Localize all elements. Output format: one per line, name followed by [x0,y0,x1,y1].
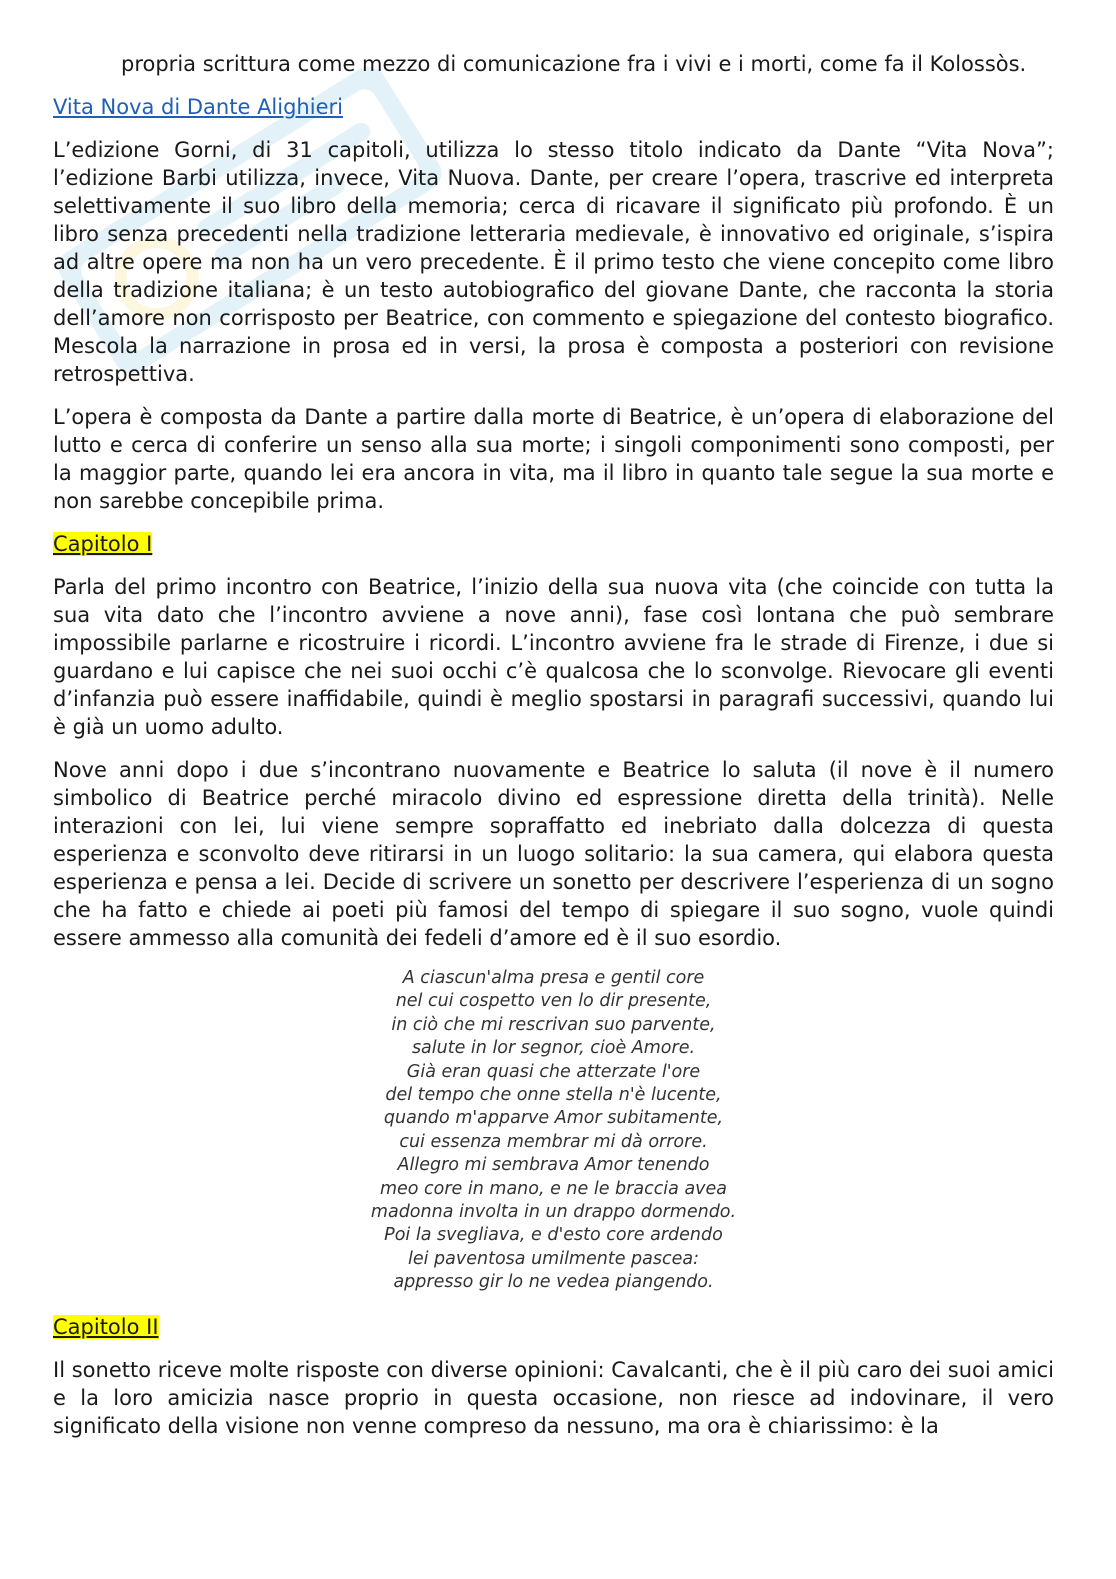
sonnet-line: meo core in mano, e ne le braccia avea [379,1178,728,1199]
document-page [53,50,1054,1440]
sonnet [53,967,1054,1295]
intro-paragraph-2: L’opera è composta da Dante a partire dalla morte di Beatrice, è un’opera di elaborazione del lutto e cerca di conferire un senso alla sua morte; i singoli componimenti sono composti, per la maggior parte, quando lei era ancora in vita, ma il libro in quanto tale segue la sua morte e non sarebbe concepibile prima. [53,405,1054,513]
chapter-2-title: Capitolo II [53,1314,159,1339]
sonnet-line: cui essenza membrar mi dà orrore. [399,1131,708,1152]
chapter-1-heading [53,530,1054,558]
chapter-1-paragraph-1: Parla del primo incontro con Beatrice, l’inizio della sua nuova vita (che coincide con tutta la sua vita dato che l’incontro avviene a nove anni), fase così lontana che può sembrare impossibile parlarne e ricostruire i ricordi. L’incontro avviene fra le strade di Firenze, i due si guardano e lui capisce che nei suoi occhi c’è qualcosa che lo sconvolge. Rievocare gli eventi d’infanzia può essere inaffidabile, quindi è meglio spostarsi in paragrafi successivi, quando lui è già un uomo adulto. [53,575,1054,739]
chapter-2-heading [53,1313,1054,1341]
sonnet-line: A ciascun'alma presa e gentil core [402,968,705,988]
sonnet-line: Già eran quasi che atterzate l'ore [406,1061,701,1082]
sonnet-line: quando m'apparve Amor subitamente, [383,1108,724,1129]
continuation-paragraph: propria scrittura come mezzo di comunicazione fra i vivi e i morti, come fa il Kolossòs. [121,52,1027,76]
sonnet-line: salute in lor segnor, cioè Amore. [411,1038,696,1059]
sonnet-line: madonna involta in un drappo dormendo. [370,1202,737,1223]
chapter-2-paragraph: Il sonetto riceve molte risposte con diverse opinioni: Cavalcanti, che è il più caro dei suoi amici e la loro amicizia nasce proprio in questa occasione, non riesce ad indovinare, il vero significato della visione non venne compreso da nessuno, ma ora è chiarissimo: è la [53,1357,1054,1438]
sonnet-line: Allegro mi sembrava Amor tenendo [397,1155,710,1176]
sonnet-line: del tempo che onne stella n'è lucente, [385,1085,722,1106]
sonnet-line: Poi la svegliava, e d'esto core ardendo [384,1225,723,1246]
section-title-link[interactable]: Vita Nova di Dante Alighieri [53,95,343,119]
sonnet-line: in ciò che mi rescrivan suo parvente, [391,1014,716,1035]
sonnet-line: nel cui cospetto ven lo dir presente, [395,991,712,1012]
sonnet-line: lei paventosa umilmente pascea: [408,1248,699,1269]
intro-paragraph-1: L’edizione Gorni, di 31 capitoli, utilizza lo stesso titolo indicato da Dante “Vita Nova”; l’edizione Barbi utilizza, invece, Vita Nuova. Dante, per creare l’opera, trascrive ed interpreta selettivamente il suo libro della memoria; cerca di ricavare il significato più profondo. È un libro senza precedenti nella tradizione letteraria medievale, è innovativo ed originale, s’ispira ad altre opere ma non ha un vero precedente. È il primo testo che viene concepito come libro della tradizione italiana; è un testo autobiografico del giovane Dante, che racconta la storia dell’amore non corrisposto per Beatrice, con commento e spiegazione del contesto biografico. Mescola la narrazione in prosa ed in versi, la prosa è composta a posteriori con revisione retrospettiva. [53,138,1054,386]
section-title[interactable] [53,93,1054,121]
sonnet-line: appresso gir lo ne vedea piangendo. [393,1272,714,1293]
chapter-1-paragraph-2: Nove anni dopo i due s’incontrano nuovamente e Beatrice lo saluta (il nove è il numero simbolico di Beatrice perché miracolo divino ed espressione diretta della trinità). Nelle interazioni con lei, lui viene sempre sopraffatto ed inebriato dalla dolcezza di questa esperienza e sconvolto deve ritirarsi in un luogo solitario: la sua camera, qui elabora questa esperienza e pensa a lei. Decide di scrivere un sonetto per descrivere l’esperienza di un sogno che ha fatto e chiede ai poeti più famosi del tempo di spiegare il suo sogno, vuole quindi essere ammesso alla comunità dei fedeli d’amore ed è il suo esordio. [53,758,1054,950]
chapter-1-title: Capitolo I [53,532,153,556]
